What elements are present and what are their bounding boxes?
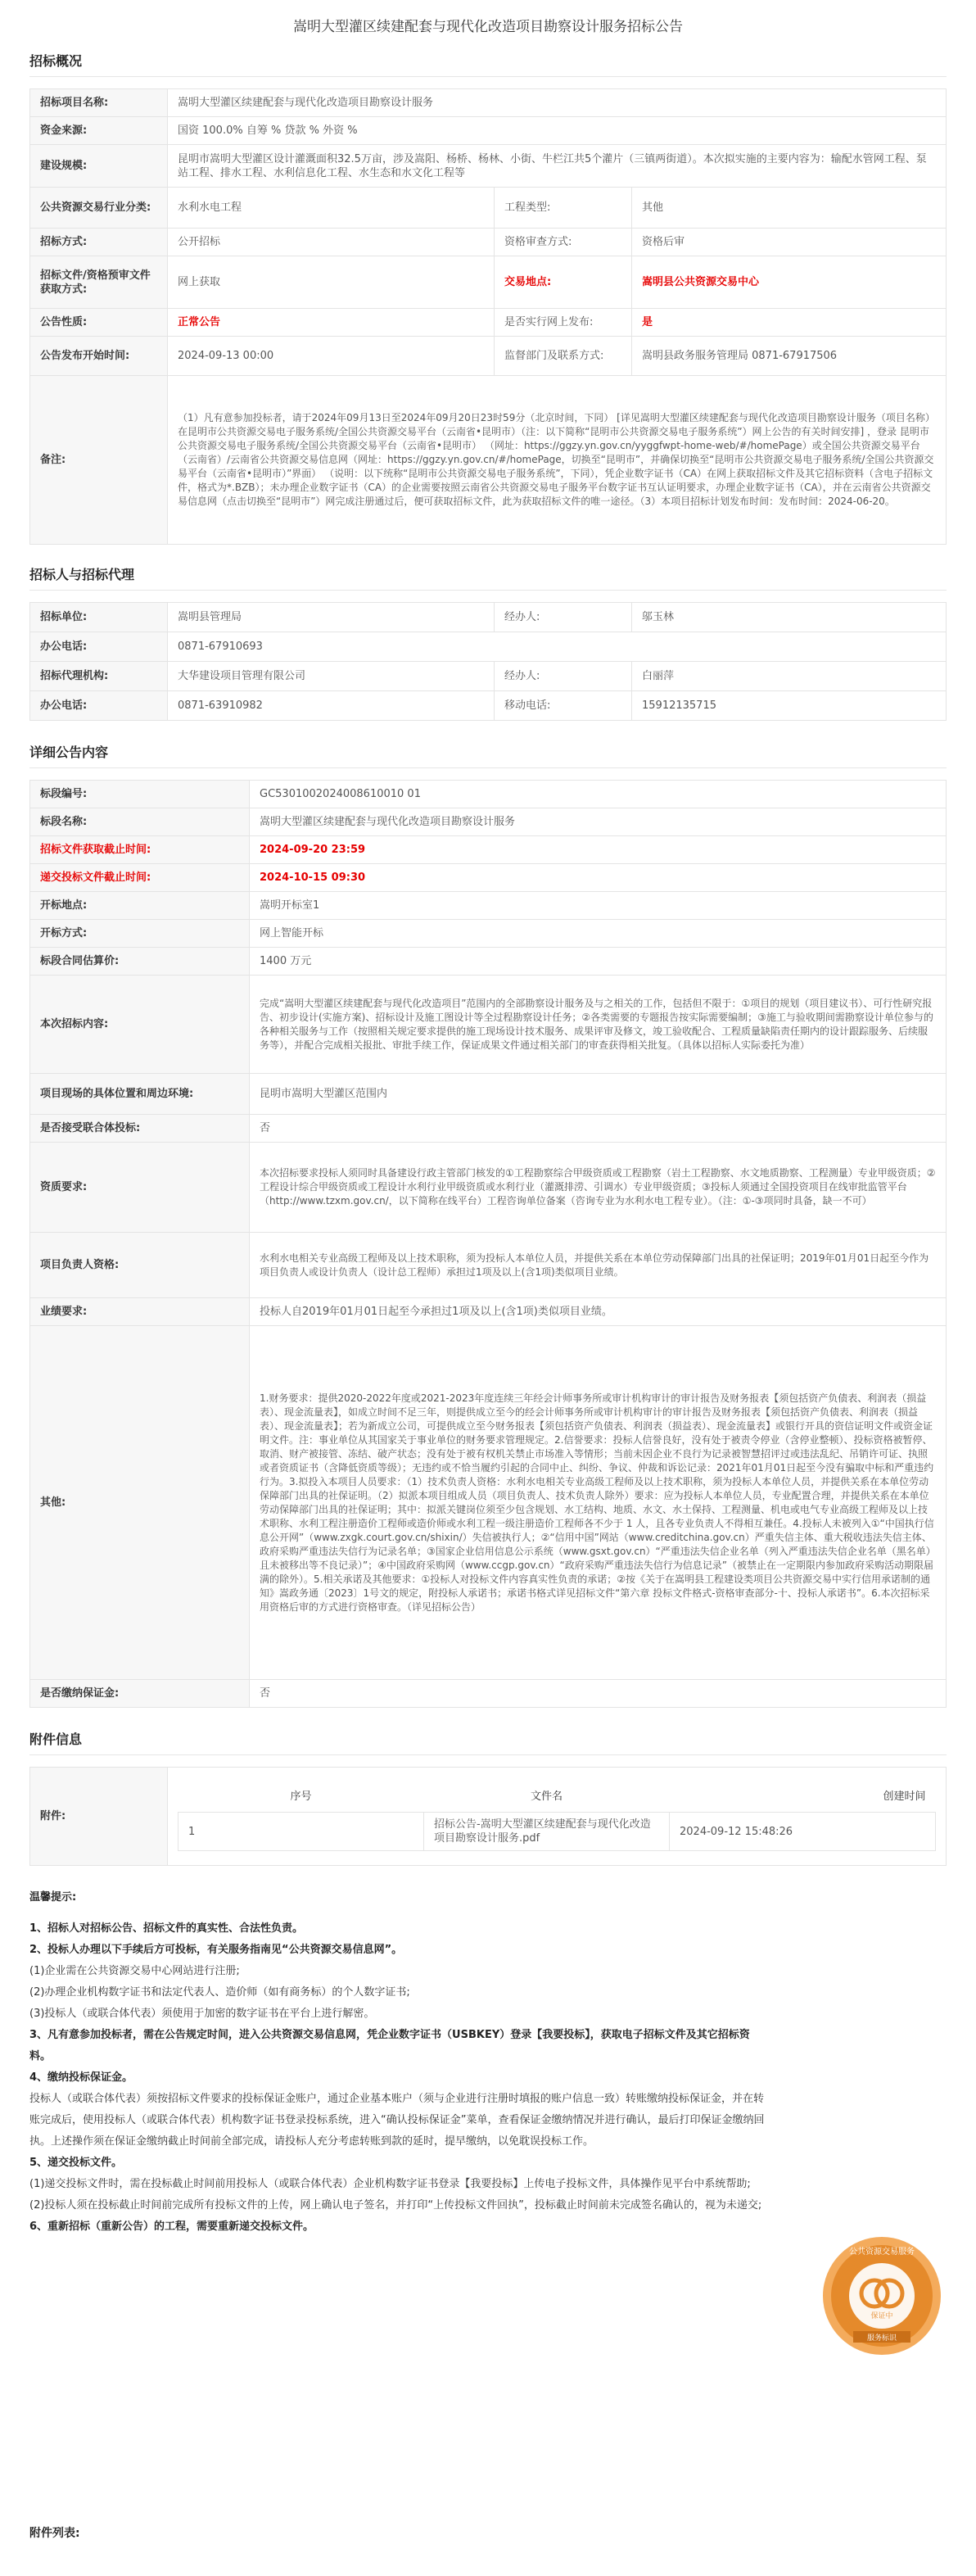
publicity-label: 公告性质: xyxy=(30,309,168,337)
doc-deadline-label: 招标文件获取截止时间: xyxy=(30,836,250,864)
mobile-label: 移动电话: xyxy=(495,691,632,721)
qualification-method: 资格后审 xyxy=(632,229,947,256)
code-label: 标段编号: xyxy=(30,781,250,808)
seal-top-text: 公共资源交易服务 xyxy=(849,2248,915,2257)
col-name: 文件名 xyxy=(424,1781,670,1813)
code: GC5301002024008610010 01 xyxy=(250,781,947,808)
other-label: 其他: xyxy=(30,1326,250,1680)
bid-deadline-label: 递交投标文件截止时间: xyxy=(30,864,250,892)
start-time: 2024-09-13 00:00 xyxy=(168,337,495,376)
estimate: 1400 万元 xyxy=(250,948,947,976)
content-label: 本次招标内容: xyxy=(30,976,250,1074)
scale-label: 建设规模: xyxy=(30,145,168,188)
qualification-method-label: 资格审查方式: xyxy=(495,229,632,256)
attachments-table xyxy=(29,1767,947,1866)
tender-method: 公开招标 xyxy=(168,229,495,256)
details-table xyxy=(29,780,947,1708)
publicity: 正常公告 xyxy=(168,309,495,337)
trade-industry: 水利水电工程 xyxy=(168,188,495,229)
supervisor-label: 监督部门及联系方式: xyxy=(495,337,632,376)
funding: 国资 100.0% 自筹 % 贷款 % 外资 % xyxy=(168,117,947,145)
open-place-label: 开标地点: xyxy=(30,892,250,920)
location-label: 项目现场的具体位置和周边环境: xyxy=(30,1074,250,1115)
scale: 昆明市嵩明大型灌区设计灌溉面积32.5万亩，涉及嵩阳、杨桥、杨林、小街、牛栏江共5个灌片（三镇两街道）。本次拟实施的主要内容为：输配水管网工程、泵站工程、排水工程、水利信息化工程、水生态和水文化工程等 xyxy=(168,145,947,188)
overview-section xyxy=(29,44,947,545)
agency-table xyxy=(29,602,947,721)
tips xyxy=(29,1887,947,2238)
joint: 否 xyxy=(250,1115,947,1143)
remark-label: 备注: xyxy=(30,376,168,545)
location: 昆明市嵩明大型灌区范围内 xyxy=(250,1074,947,1115)
start-time-label: 公告发布开始时间: xyxy=(30,337,168,376)
leader-label: 项目负责人资格: xyxy=(30,1233,250,1298)
agent-manager: 白丽萍 xyxy=(632,662,947,691)
tip-5a: (1)递交投标文件时，需在投标截止时间前用投标人（或联合体代表）企业机构数字证书登录【我要投标】上传电子投标文件，具体操作见平台中系统帮助; xyxy=(29,2178,751,2190)
overview-section-title: 招标概况 xyxy=(29,44,947,77)
tip-1: 1、招标人对招标公告、招标文件的真实性、合法性负责。 xyxy=(29,1922,304,1935)
content: 完成“嵩明大型灌区续建配套与现代化改造项目”范围内的全部勘察设计服务及与之相关的工作，包括但不限于：①项目的规划（项目建议书）、可行性研究报告、初步设计(实施方案)、招标设计及施工图设计等全过程勘察设计任务；②各类需要的专题报告按实际需要编制；③施工与验收期间需勘察设计单位参与的各种相关服务与工作（按照相关规定要求提供的施工现场设计技术服务、成果评审及修文，竣工验收配合、工程质量缺陷责任期内的设计跟踪服务、后续服务等），并配合完成相关报批、审批手续工作，保证成果文件通过相关部门的审查获得相关批复。（具体以招标人实际委托为准） xyxy=(250,976,947,1074)
trade-place: 嵩明县公共资源交易中心 xyxy=(632,256,947,309)
tip-4a: 投标人（或联合体代表）须按招标文件要求的投标保证金账户，通过企业基本账户（须与企业进行注册时填报的账户信息一致）转账缴纳投标保证金，并在转账完成后，使用投标人（或联合体代表）机构数字证书登录投标系统，进入“确认投标保证金”菜单，查看保证金缴纳情况并进行确认，最后打印保证金缴纳回执。上述操作须在保证金缴纳截止时间前全部完成，请投标人充分考虑转账到款的延时，提早缴纳，以免耽误投标工作。 xyxy=(29,2093,765,2148)
agent: 大华建设项目管理有限公司 xyxy=(168,662,495,691)
doc-deadline: 2024-09-20 23:59 xyxy=(250,836,947,864)
name: 嵩明大型灌区续建配套与现代化改造项目勘察设计服务 xyxy=(250,808,947,836)
open-method-label: 开标方式: xyxy=(30,920,250,948)
performance-label: 业绩要求: xyxy=(30,1298,250,1326)
seal-icon xyxy=(820,2234,943,2357)
tip-5: 5、递交投标文件。 xyxy=(29,2157,123,2169)
estimate-label: 标段合同估算价: xyxy=(30,948,250,976)
manager: 邬玉林 xyxy=(632,603,947,632)
online-label: 是否实行网上发布: xyxy=(495,309,632,337)
mobile: 15912135715 xyxy=(632,691,947,721)
details-section-title: 详细公告内容 xyxy=(29,736,947,768)
attachment-index: 1 xyxy=(178,1813,424,1851)
manager-label: 经办人: xyxy=(495,603,632,632)
attachment-time: 2024-09-12 15:48:26 xyxy=(670,1813,936,1851)
project-name-label: 招标项目名称: xyxy=(30,89,168,117)
other: 1.财务要求：提供2020-2022年度或2021-2023年度连续三年经会计师事务所或审计机构审计的审计报告及财务报表【须包括资产负债表、利润表（损益表）、现金流量表】，如成立时间不足三年，则提供成立至今的经会计师事务所或审计机构审计的审计报告及财务报表【须包括资产负债表、利润表（损益表）、现金流量表】；若为新成立公司，可提供成立至今财务报表【须包括资产负债表、利润表（损益表）、现金流量表】或银行开具的资信证明文件或资金证明文件。注：事业单位从其国家关于事业单位的财务要求管理规定。2.信誉要求：投标人信誉良好，没有处于被责令停业（含停业整顿）、投标资格被暂停、取消、财产被接管、冻结、破产状态；没有处于被有权机关禁止市场准入等情形；当前未因企业不良行为记录被智慧招评过或违法乱纪、吊销许可证、执照或者资质证书（含降低资质等级）；无违约或不恰当履约引起的合同中止、纠纷、争议、仲裁和诉讼记录：2021年01月01日起至今没有骗取中标和严重违约行为。3.拟投入本项目人员要求：（1）技术负责人资格：水利水电相关专业高级工程师及以上技术职称，须为投标人本单位人员，并提供关系在本单位劳动保障部门出具的社保证明。（2）拟派本项目组成人员（项目负责人、技术负责人除外）要求：应为投标人本单位人员，专业配置合理，并提供关系在本单位劳动保障部门出具的社保证明；其中：拟派关键岗位须至少包含规划、水工结构、地质、水文、水土保持、工程测量、机电或电气专业高级工程师及以上技术职称、水利工程注册造价工程师或造价师或水利工程一级注册造价工程师各不少于 1 人，且各专业负责人不得相互兼任。4.投标人未被列入①“中国执行信息公开网”（www.zxgk.court.gov.cn/shixin/）失信被执行人；②“信用中国”网站（www.creditchina.gov.cn）严重失信主体、重大税收违法失信主体、政府采购严重违法失信行为记录名单；③国家企业信用信息公示系统（www.gsxt.gov.cn）“严重违法失信企业名单（列入严重违法失信企业名单（黑名单）且未被移出等不良记录）”；④中国政府采购网（www.ccgp.gov.cn）“政府采购严重违法失信行为信息记录”（被禁止在一定期限内参加政府采购活动期限届满的除外）。5.相关承诺及其他要求：①投标人对投标文件内容真实性负责的承诺；②按《关于在嵩明县工程建设类项目公共资源交易中实行信用承诺制的通知》嵩政务通〔2023〕1号文的规定，附投标人承诺书；承诺书格式详见招标文件“第六章 投标文件格式-资格审查部分-十、投标人承诺书”。6.本次招标采用资格后审的方式进行资格审查。（详见招标公告） xyxy=(250,1326,947,1680)
qualification-label: 资质要求: xyxy=(30,1143,250,1233)
joint-label: 是否接受联合体投标: xyxy=(30,1115,250,1143)
engineering-type: 其他 xyxy=(632,188,947,229)
table-row[interactable] xyxy=(178,1813,936,1851)
tip-5b: (2)投标人须在投标截止时间前完成所有投标文件的上传，网上确认电子签名，并打印“上传投标文件回执”，投标截止时间前未完成签名确认的，视为未递交; xyxy=(29,2199,762,2212)
overview-table xyxy=(29,88,947,545)
attachments-list xyxy=(178,1781,936,1851)
tip-3: 3、凡有意参加投标者，需在公告规定时间，进入公共资源交易信息网，凭企业数字证书（USBKEY）登录【我要投标】，获取电子招标文件及其它招标资料。 xyxy=(29,2029,750,2062)
project-name: 嵩明大型灌区续建配套与现代化改造项目勘察设计服务 xyxy=(168,89,947,117)
tip-2b: (2)办理企业机构数字证书和法定代表人、造价师（如有商务标）的个人数字证书; xyxy=(29,1986,410,1999)
attachments-section xyxy=(29,1723,947,1866)
attachment-file-link[interactable]: 招标公告-嵩明大型灌区续建配套与现代化改造项目勘察设计服务.pdf xyxy=(424,1813,670,1851)
seal-bottom-text: 服务标识 xyxy=(866,2334,897,2343)
deposit-label: 是否缴纳保证金: xyxy=(30,1680,250,1708)
agency-section-title: 招标人与招标代理 xyxy=(29,558,947,591)
unit: 嵩明县管理局 xyxy=(168,603,495,632)
qualification: 本次招标要求投标人须同时具备建设行政主管部门核发的①工程勘察综合甲级资质或工程勘察（岩土工程勘察、水文地质勘察、工程测量）专业甲级资质；②工程设计综合甲级资质或工程设计水利行业甲级资质或水利行业（灌溉排涝、引调水）专业甲级资质；③投标人须通过全国投资项目在线审批监管平台（http://www.tzxm.gov.cn/，以下简称在线平台）工程咨询单位备案（咨询专业为水利水电工程专业）。（注：①-③项同时具备，缺一不可） xyxy=(250,1143,947,1233)
tips-title: 温馨提示: xyxy=(29,1891,77,1904)
col-index: 序号 xyxy=(178,1781,424,1813)
attachments-label: 附件: xyxy=(30,1768,168,1866)
tender-method-label: 招标方式: xyxy=(30,229,168,256)
remark: （1）凡有意参加投标者，请于2024年09月13日至2024年09月20日23时59分（北京时间，下同） [详见嵩明大型灌区续建配套与现代化改造项目勘察设计服务（项目名称）在昆明市公共资源交易电子服务系统/全国公共资源交易平台（云南省•昆明市）（注：以下简称“昆明市公共资源交易电子服务系统”）网上公告的有关时间安排] ，登录 昆明市公共资源交易电子服务系统/全国公共资源交易平台（云南省•昆明市） （网址：https://ggzy.yn.gov.cn/yyggfwpt-home-web/#/homePage）或全国公共资源交易平台（云南省）/云南省公共资源交易信息网（网址：https://ggzy.yn.gov.cn/#/homePage，切换至“昆明市”，并确保切换至“昆明市公共资源交易电子服务系统/全国公共资源交易平台（云南省•昆明市）”界面） （说明：以下统称“昆明市公共资源交易电子服务系统”，下同），凭企业数字证书（CA）在网上获取招标文件及其它招标资料（含电子招标文件，格式为*.BZB）；未办理企业数字证书（CA）的企业需要按照云南省公共资源交易电子服务平台数字证书互认证明要求，办理企业数字证书（CA），并在云南省公共资源交易信息网（点击切换至“昆明市”）网完成注册通过后，便可获取招标文件，此为获取招标文件的唯一途径。（3）本项目招标计划发布时间：发布时间：2024-06-20。 xyxy=(168,376,947,545)
unit-label: 招标单位: xyxy=(30,603,168,632)
open-method: 网上智能开标 xyxy=(250,920,947,948)
trade-place-label: 交易地点: xyxy=(495,256,632,309)
leader: 水利水电相关专业高级工程师及以上技术职称，须为投标人本单位人员，并提供关系在本单位劳动保障部门出具的社保证明；2019年01月01日起至今作为项目负责人或设计负责人（设计总工程师）承担过1项及以上(含1项)类似项目业绩。 xyxy=(250,1233,947,1298)
tip-4: 4、缴纳投标保证金。 xyxy=(29,2071,133,2084)
agent-label: 招标代理机构: xyxy=(30,662,168,691)
agent-manager-label: 经办人: xyxy=(495,662,632,691)
tip-2: 2、投标人办理以下手续后方可投标，有关服务指南见“公共资源交易信息网”。 xyxy=(29,1944,403,1956)
funding-label: 资金来源: xyxy=(30,117,168,145)
name-label: 标段名称: xyxy=(30,808,250,836)
open-place: 嵩明开标室1 xyxy=(250,892,947,920)
performance: 投标人自2019年01月01日起至今承担过1项及以上(含1项)类似项目业绩。 xyxy=(250,1298,947,1326)
supervisor: 嵩明县政务服务管理局 0871-67917506 xyxy=(632,337,947,376)
agency-section xyxy=(29,558,947,721)
attach-list-label: 附件列表: xyxy=(29,2527,80,2540)
deposit: 否 xyxy=(250,1680,947,1708)
page-title: 嵩明大型灌区续建配套与现代化改造项目勘察设计服务招标公告 xyxy=(293,19,683,35)
phone-label: 办公电话: xyxy=(30,632,168,662)
tip-2c: (3)投标人（或联合体代表）须使用于加密的数字证书在平台上进行解密。 xyxy=(29,2008,375,2020)
bid-deadline: 2024-10-15 09:30 xyxy=(250,864,947,892)
attachments-section-title: 附件信息 xyxy=(29,1723,947,1755)
doc-method-label: 招标文件/资格预审文件获取方式: xyxy=(30,256,168,309)
engineering-type-label: 工程类型: xyxy=(495,188,632,229)
online: 是 xyxy=(632,309,947,337)
col-time: 创建时间 xyxy=(670,1781,936,1813)
agent-phone-label: 办公电话: xyxy=(30,691,168,721)
seal-center-text: 保证中 xyxy=(870,2312,893,2320)
agent-phone: 0871-63910982 xyxy=(168,691,495,721)
trade-industry-label: 公共资源交易行业分类: xyxy=(30,188,168,229)
details-section xyxy=(29,736,947,1708)
doc-method: 网上获取 xyxy=(168,256,495,309)
phone: 0871-67910693 xyxy=(168,632,947,662)
tip-6: 6、重新招标（重新公告）的工程，需要重新递交投标文件。 xyxy=(29,2221,314,2233)
tip-2a: (1)企业需在公共资源交易中心网站进行注册; xyxy=(29,1965,240,1977)
